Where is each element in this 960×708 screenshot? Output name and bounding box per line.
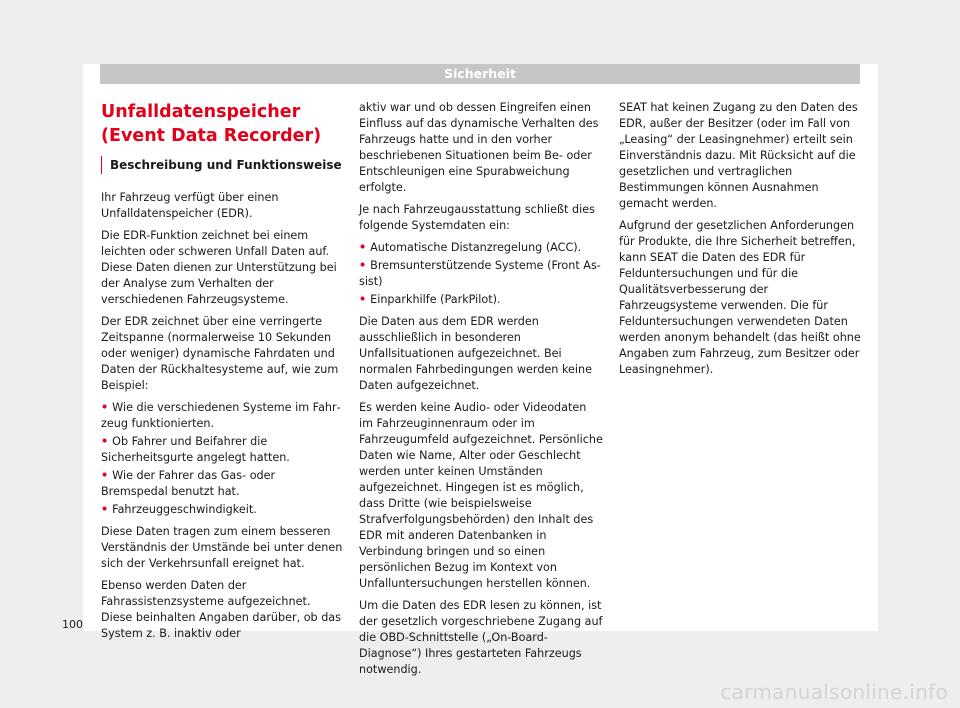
paragraph: Ihr Fahrzeug verfügt über einen Unfalldatenspeicher (EDR). [101, 191, 279, 220]
paragraph: Diese Daten tragen zum einem besseren Verständnis der Umstände bei unter denen sich der Verkehrsunfall ereignet hat. [101, 525, 343, 570]
page-number: 100 [62, 618, 83, 631]
paragraph: Aufgrund der gesetzlichen Anforderungen für Produkte, die Ihre Sicherheit betreffen, kann SEAT die Daten des EDR für Felduntersuchungen und für die Qualitätsverbesserung der Fahrzeugsysteme verwenden. Die für Felduntersuchungen verwendeten Daten werden anonym behandelt (das heißt ohne Angaben zum Fahrzeug, zum Besitzer oder Leasingnehmer). [619, 219, 861, 376]
paragraph: Je nach Fahrzeugausstattung schließt dies folgende Systemdaten ein: [359, 203, 595, 232]
column-1 [101, 100, 345, 648]
bullet-item: • Fahrzeuggeschwindigkeit. [101, 502, 345, 518]
paragraph: Die Daten aus dem EDR werden ausschließlich in besonderen Unfallsituationen aufgezeichnet. Bei normalen Fahrbedingungen werden keine Daten aufgezeichnet. [359, 315, 592, 392]
paragraph: Die EDR-Funktion zeichnet bei einem leichten oder schweren Unfall Daten auf. Diese Daten dienen zur Unterstützung bei der Analyse zum Verhalten der verschiedenen Fahrzeugsysteme. [101, 229, 337, 306]
paragraph: Um die Daten des EDR lesen zu können, ist der gesetzlich vorgeschriebene Zugang auf die OBD-Schnittstelle („On-Board-Diagnose“) Ihres gestarteten Fahrzeugs notwendig. [359, 599, 603, 676]
column-2 [359, 100, 603, 684]
watermark: carmanualsonline.info [720, 680, 948, 704]
subtitle-block [101, 156, 345, 174]
bullet-item: • Automatische Distanzregelung (ACC). [359, 240, 603, 256]
paragraph: Ebenso werden Daten der Fahrassistenzsysteme aufgezeichnet. Diese beinhalten Angaben darüber, ob das System z. B. inaktiv oder [101, 579, 341, 640]
subtitle: Beschreibung und Funktionsweise [110, 158, 342, 172]
bullet-item: • Einparkhilfe (ParkPilot). [359, 292, 603, 308]
section-header: Sicherheit [100, 64, 860, 84]
column-3 [619, 100, 863, 384]
bullet-item: • Bremsunterstützende Systeme (Front Assist) [359, 258, 603, 290]
page-title: Unfalldatenspeicher (Event Data Recorder) [101, 102, 322, 146]
paragraph: Es werden keine Audio- oder Videodaten im Fahrzeuginnenraum oder im Fahrzeugumfeld aufgezeichnet. Persönliche Daten wie Name, Alter oder Geschlecht werden unter keinen Umständen aufgezeichnet. Hingegen ist es möglich, dass Dritte (wie beispielsweise Strafverfolgungsbehörden) den Inhalt des EDR mit anderen Datenbanken in Verbindung bringen und so einen persönlichen Bezug im Kontext von Unfalluntersuchungen herstellen können. [359, 401, 603, 590]
paragraph: Der EDR zeichnet über eine verringerte Zeitspanne (normalerweise 10 Sekunden oder weniger) dynamische Fahrdaten und Daten der Rückhaltesysteme auf, wie zum Beispiel: [101, 315, 339, 392]
bullet-item: • Wie der Fahrer das Gas- oder Bremspedal benutzt hat. [101, 468, 345, 500]
bullet-item: • Wie die verschiedenen Systeme im Fahrzeug funktionierten. [101, 400, 345, 432]
paragraph: aktiv war und ob dessen Eingreifen einen Einfluss auf das dynamische Verhalten des Fahrzeugs hatte und in den vorher beschriebenen Situationen beim Be- oder Entschleunigen eine Spurabweichung erfolgte. [359, 101, 599, 194]
bullet-item: • Ob Fahrer und Beifahrer die Sicherheitsgurte angelegt hatten. [101, 434, 345, 466]
paragraph: SEAT hat keinen Zugang zu den Daten des EDR, außer der Besitzer (oder im Fall von „Leasing“ der Leasingnehmer) erteilt sein Einverständnis dazu. Mit Rücksicht auf die gesetzlichen und vertraglichen Bestimmungen können Ausnahmen gemacht werden. [619, 101, 858, 210]
